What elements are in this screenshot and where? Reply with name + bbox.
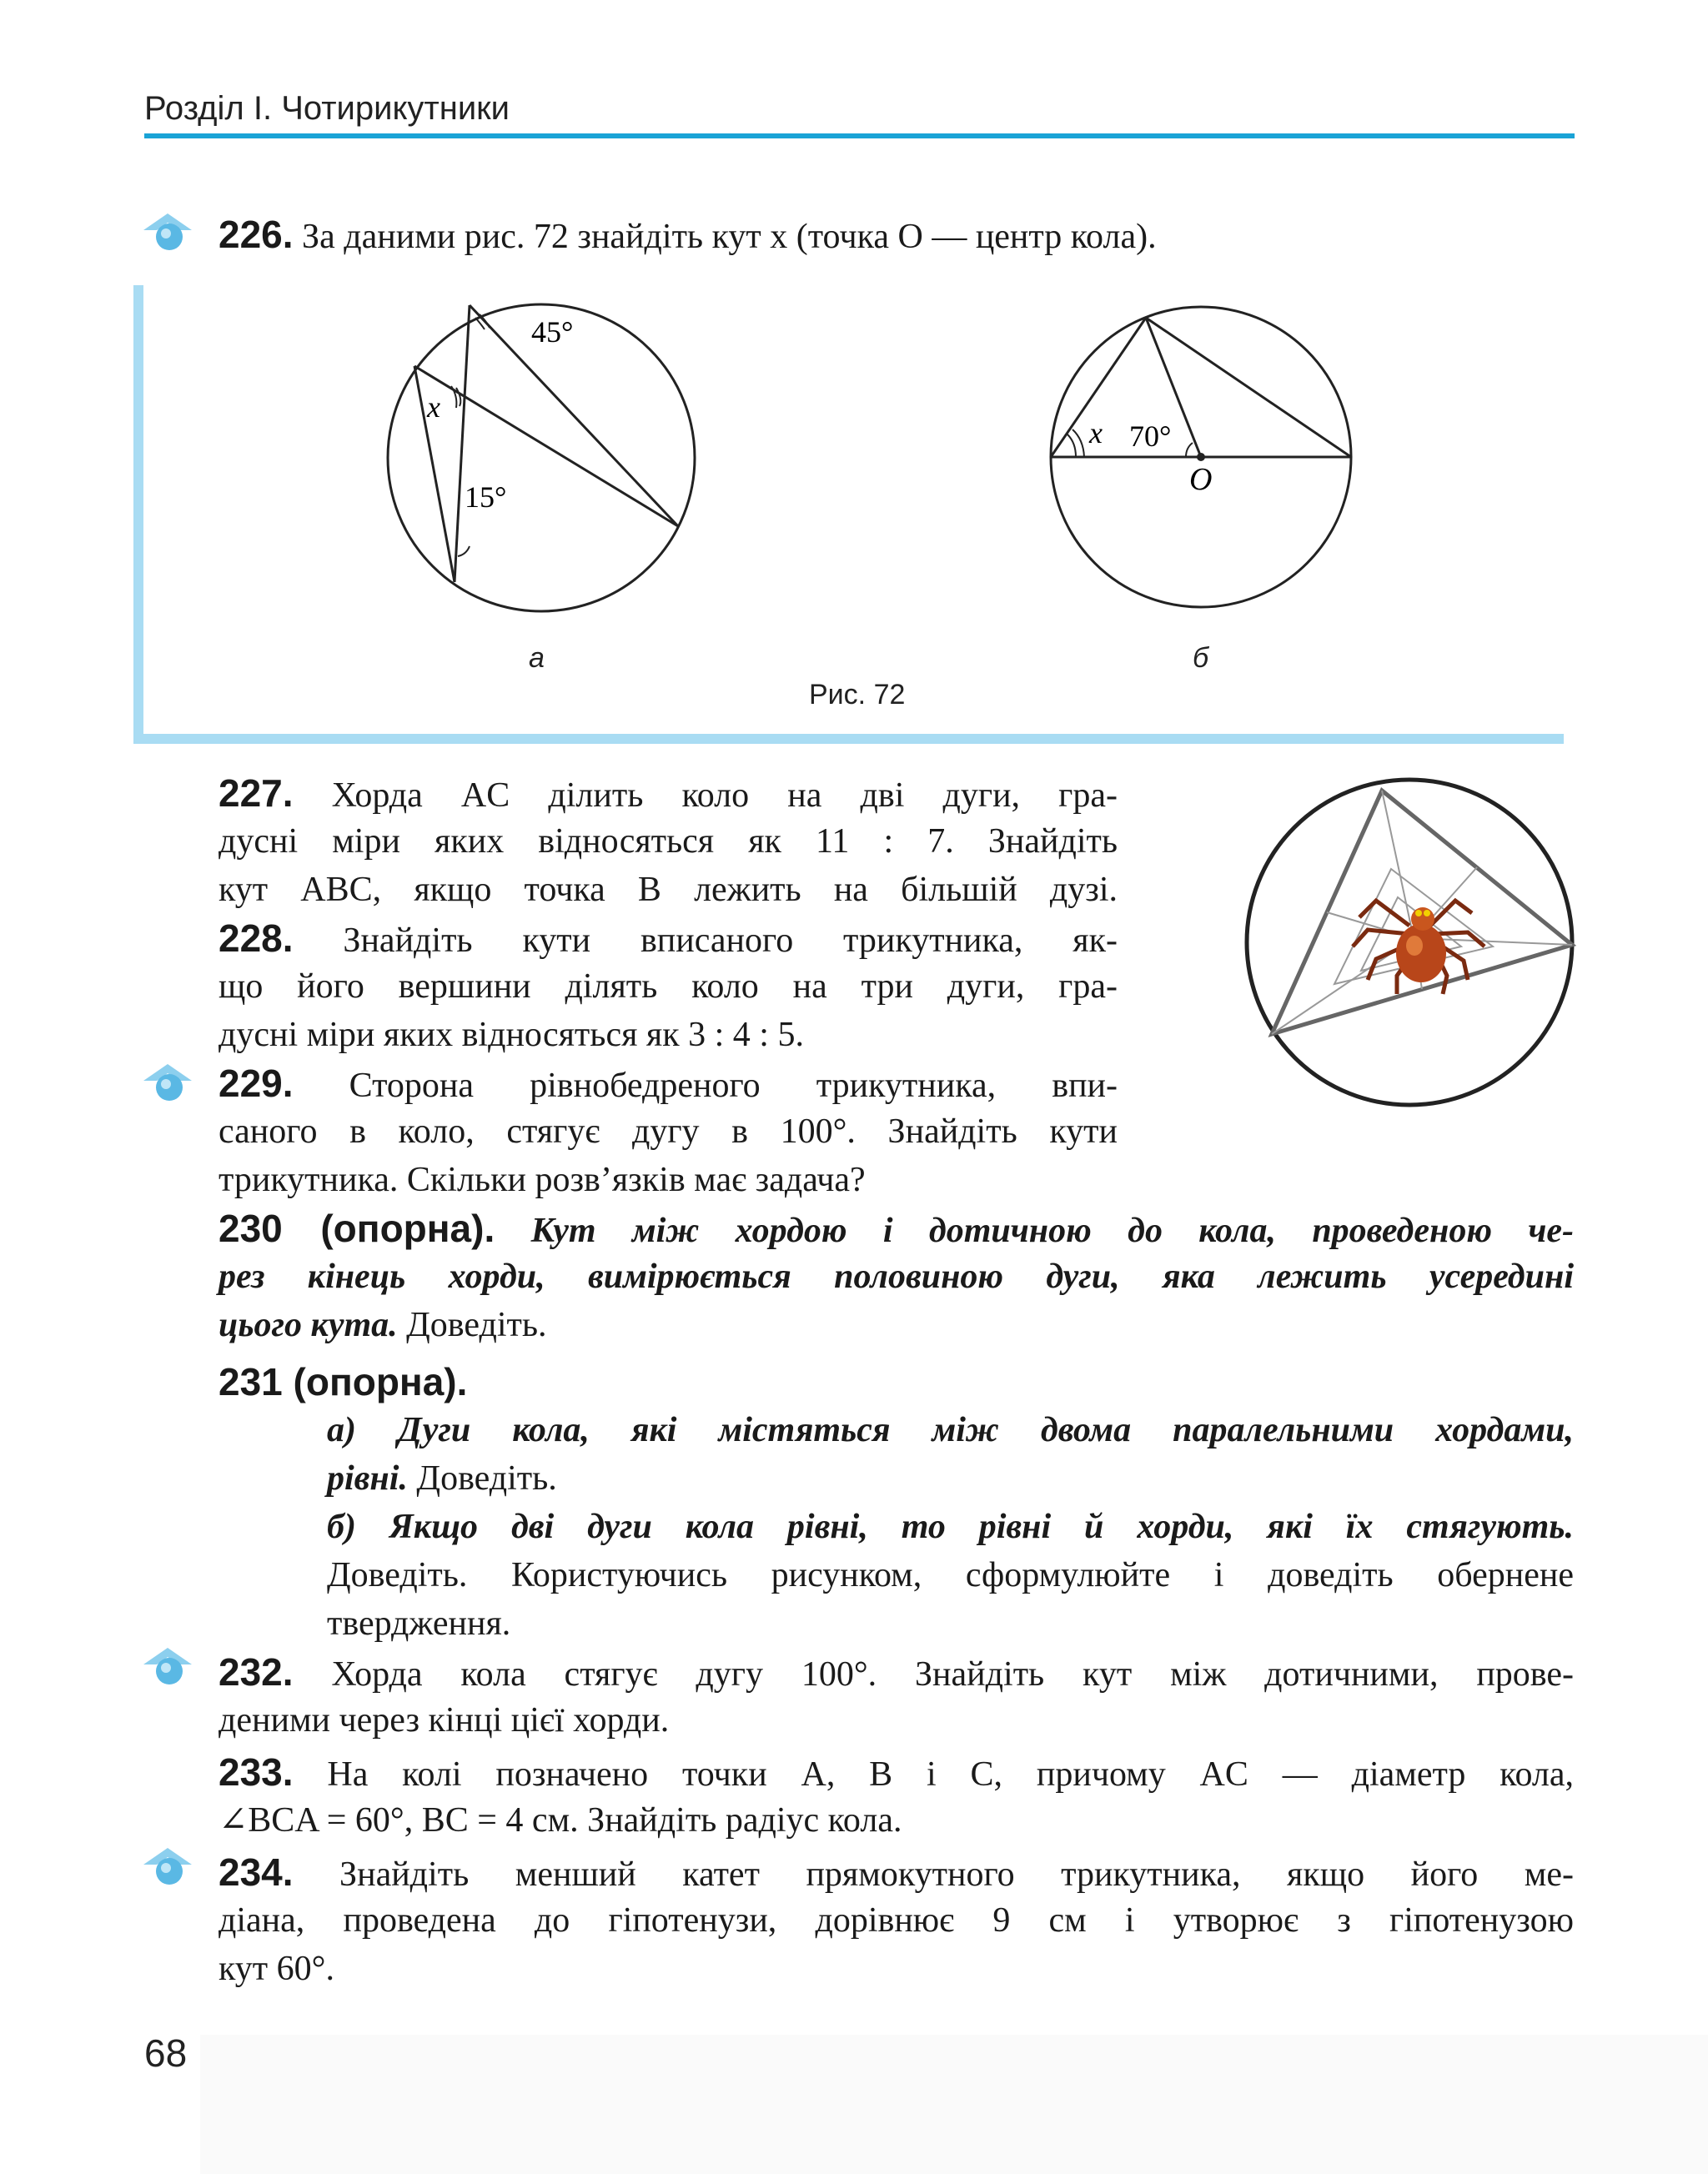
problem-227-line-1: 227. Хорда AC ділить коло на дві дуги, гра-: [219, 771, 1118, 815]
fig-a-angle-x: x: [427, 390, 440, 424]
problem-226: [219, 210, 1574, 259]
problem-227-number: 227.: [219, 771, 294, 815]
problem-229-line-1: 229. Сторона рівнобедреного трикутника, впи-: [219, 1062, 1118, 1105]
problem-230-line-3: цього кута. Доведіть.: [219, 1306, 547, 1344]
difficulty-marker-icon: [142, 1845, 193, 1888]
problem-231a-line-1: а) Дуги кола, які містяться між двома паралельними хордами,: [327, 1411, 1574, 1449]
figure-72b: [1042, 304, 1359, 621]
problem-226-number: 226.: [219, 213, 294, 256]
problem-228-line-1: 228. Знайдіть кути вписаного трикутника, як-: [219, 916, 1118, 960]
fig-b-angle-x: x: [1089, 416, 1103, 449]
problem-230-line-2: рез кінець хорди, вимірюється половиною дуги, яка лежить усередині: [219, 1258, 1574, 1296]
problem-230-line-1: 230 (опорна). Кут між хордою і дотичною до кола, проведеною че-: [219, 1207, 1574, 1250]
frame-left-bar: [133, 285, 143, 744]
difficulty-marker-icon: [142, 1644, 193, 1688]
header-rule: [144, 133, 1575, 138]
problem-230-number: 230 (опорна).: [219, 1207, 495, 1250]
problem-229-line-3: трикутника. Скільки розв’язків має задача?: [219, 1161, 866, 1199]
problem-232-number: 232.: [219, 1650, 294, 1694]
fig-b-angle-70: 70°: [1129, 419, 1172, 453]
problem-233-number: 233.: [219, 1750, 294, 1794]
problem-233-line-2: ∠BCA = 60°, BC = 4 см. Знайдіть радіус кола.: [219, 1801, 902, 1840]
problem-228-number: 228.: [219, 916, 294, 960]
figure-72b-label: б: [1193, 642, 1209, 674]
frame-bottom-bar: [133, 734, 1564, 744]
figure-72a-label: а: [529, 642, 545, 674]
difficulty-marker-icon: [142, 210, 193, 254]
problem-234-line-2: діана, проведена до гіпотенузи, дорівнює 9 см і утворює з гіпотенузою: [219, 1901, 1574, 1940]
problem-231-heading: [219, 1358, 1574, 1406]
problem-232-line-1: 232. Хорда кола стягує дугу 100°. Знайдіть кут між дотичними, прове-: [219, 1650, 1575, 1694]
problem-231a-line-2: рівні. Доведіть.: [327, 1459, 557, 1498]
fig-a-angle-15: 15°: [465, 480, 507, 514]
spider-web-illustration: [1243, 776, 1576, 1117]
problem-228-line-3: дусні міри яких відносяться як 3 : 4 : 5.: [219, 1016, 804, 1054]
problem-232-line-2: деними через кінці цієї хорди.: [219, 1701, 670, 1740]
problem-227-line-3: кут ABC, якщо точка B лежить на більшій дузі.: [219, 871, 1118, 909]
problem-229-number: 229.: [219, 1062, 294, 1105]
footer-band: [200, 2035, 1708, 2174]
problem-231-number: 231 (опорна).: [219, 1360, 468, 1403]
problem-231b-line-1: б) Якщо дві дуги кола рівні, то рівні й хорди, які їх стягують.: [327, 1508, 1574, 1546]
problem-234-number: 234.: [219, 1850, 294, 1894]
section-title: Розділ І. Чотирикутники: [144, 90, 510, 127]
problem-226-text: За даними рис. 72 знайдіть кут x (точка O — центр кола).: [302, 218, 1157, 256]
problem-233-line-1: 233. На колі позначено точки A, B і C, причому AC — діаметр кола,: [219, 1750, 1574, 1794]
fig-a-angle-45: 45°: [531, 315, 574, 349]
problem-231b-line-2: Доведіть. Користуючись рисунком, сформулюйте і доведіть обернене: [327, 1556, 1574, 1594]
problem-234-line-3: кут 60°.: [219, 1950, 334, 1988]
problem-227-line-2: дусні міри яких відносяться як 11 : 7. Знайдіть: [219, 822, 1118, 861]
page-number: 68: [144, 2031, 188, 2075]
problem-231b-line-3: твердження.: [327, 1604, 511, 1643]
fig-b-center-O: O: [1189, 462, 1213, 497]
difficulty-marker-icon: [142, 1061, 193, 1104]
figure-caption: Рис. 72: [809, 679, 906, 710]
problem-228-line-2: що його вершини ділять коло на три дуги, гра-: [219, 967, 1118, 1006]
figure-72a: [379, 296, 705, 621]
problem-229-line-2: саного в коло, стягує дугу в 100°. Знайдіть кути: [219, 1112, 1118, 1151]
problem-234-line-1: 234. Знайдіть менший катет прямокутного трикутника, якщо його ме-: [219, 1850, 1574, 1894]
